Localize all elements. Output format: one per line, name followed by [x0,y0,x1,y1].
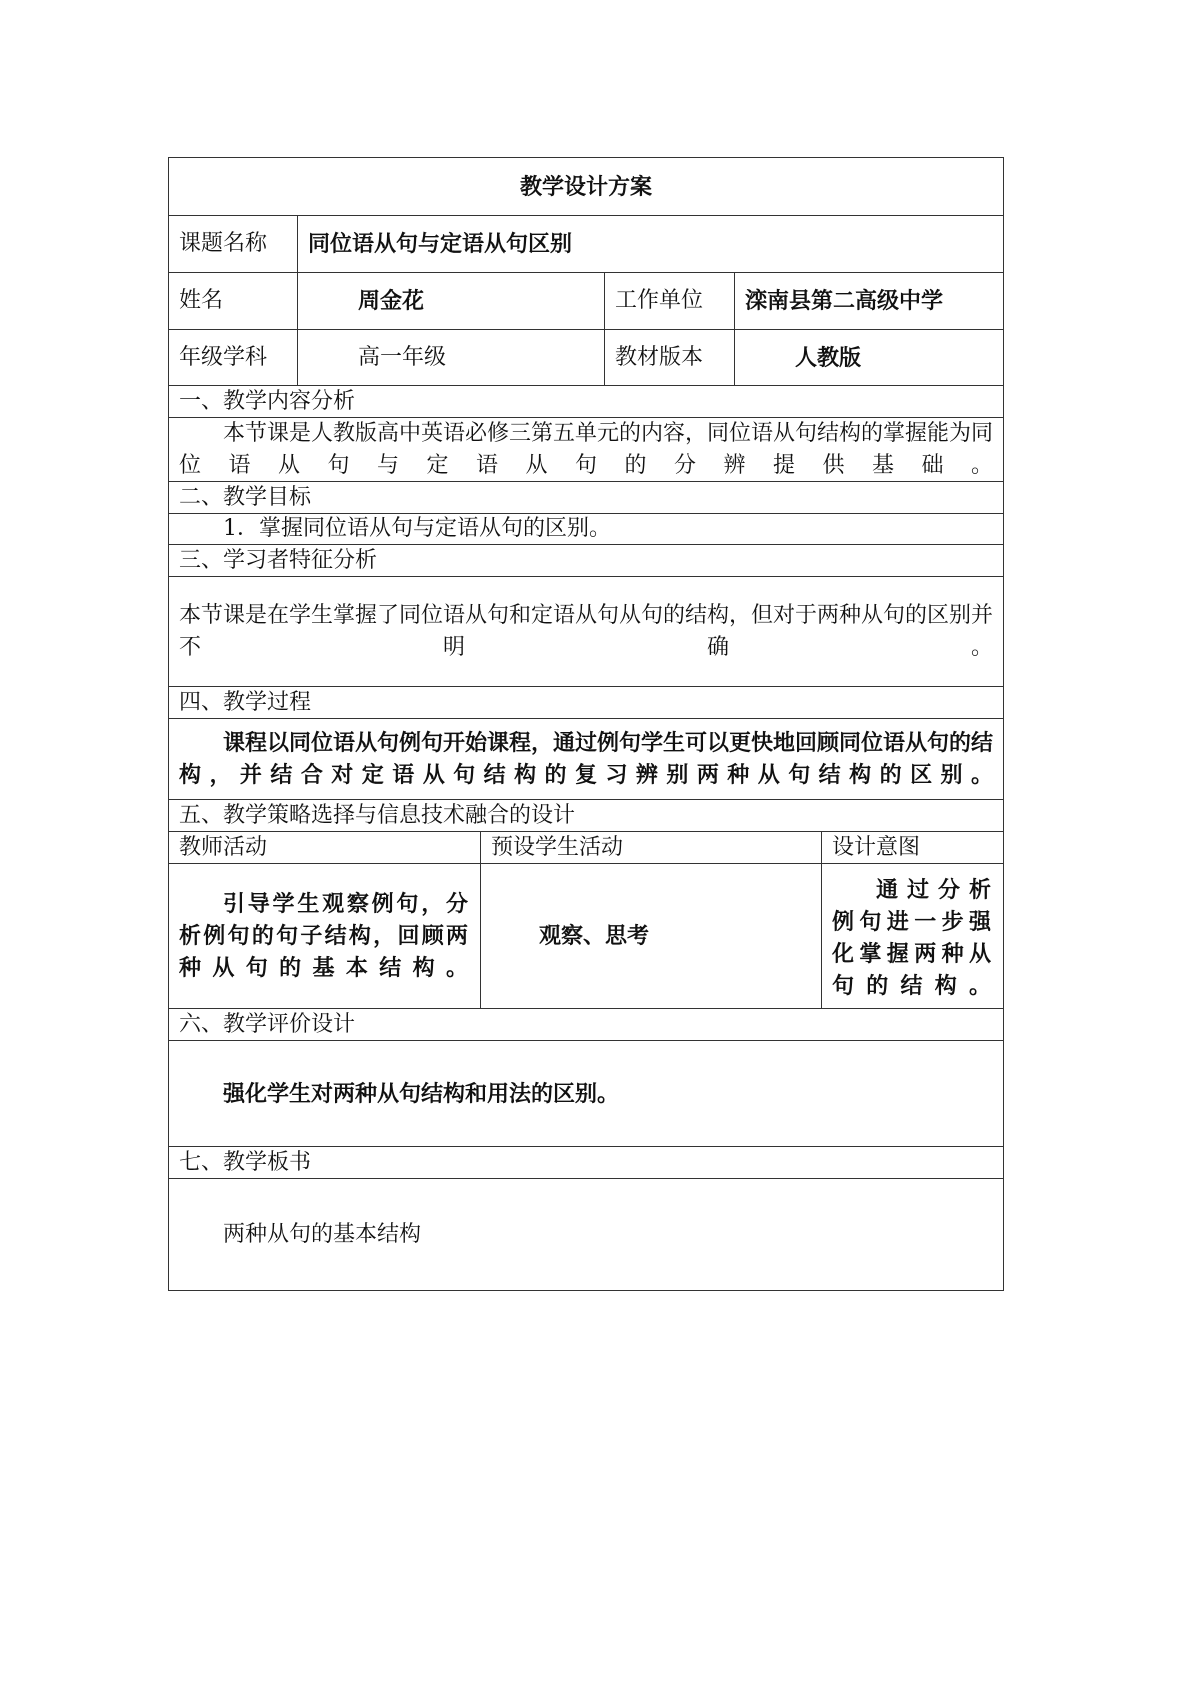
edition-label: 教材版本 [604,329,735,386]
unit-label: 工作单位 [604,272,735,330]
teacher-activity-text: 引导学生观察例句，分析例句的句子结构，回顾两种从句的基本结构。 [179,891,470,981]
section1-body-row [168,417,1004,482]
section7-heading: 七、教学板书 [168,1146,1004,1179]
section2-body-row [168,513,1004,545]
section4-heading-row [168,686,1004,719]
edition-value: 人教版 [734,329,1004,386]
section1-heading-row [168,385,1004,418]
col-design-intent: 设计意图 [821,831,1004,864]
title-row [168,157,1004,216]
name-label: 姓名 [168,272,298,330]
topic-label: 课题名称 [168,215,298,273]
section3-heading: 三、学习者特征分析 [168,544,1004,577]
design-intent-text: 通过分析例句进一步强化掌握两种从句的结构。 [832,877,993,999]
unit-value: 滦南县第二高级中学 [734,272,1004,330]
topic-value: 同位语从句与定语从句区别 [297,215,1004,273]
strategy-header-row [168,831,1004,864]
section2-body: 1．掌握同位语从句与定语从句的区别。 [168,513,1004,545]
section4-body: 课程以同位语从句例句开始课程，通过例句学生可以更快地回顾同位语从句的结构，并结合对定语从句结构的复习辨别两种从句结构的区别。 [179,730,994,788]
name-row [168,272,1004,330]
section3-body-row [168,576,1004,687]
grade-label: 年级学科 [168,329,298,386]
topic-row [168,215,1004,273]
name-value: 周金花 [297,272,605,330]
section7-body-row [168,1178,1004,1291]
section2-heading: 二、教学目标 [168,481,1004,514]
section4-body-row [168,718,1004,800]
student-activity-cell [480,863,822,1009]
page-title: 教学设计方案 [168,157,1004,216]
section6-body-row [168,1040,1004,1147]
strategy-body-row [168,863,1004,1009]
section1-body: 本节课是人教版高中英语必修三第五单元的内容，同位语从句结构的掌握能为同位语从句与定语从句的分辨提供基础。 [168,417,1004,482]
section3-body-cell [168,576,1004,687]
section6-heading: 六、教学评价设计 [168,1008,1004,1041]
section5-heading-row [168,799,1004,832]
section4-heading: 四、教学过程 [168,686,1004,719]
section4-body-cell [168,718,1004,800]
section2-heading-row [168,481,1004,514]
grade-value: 高一年级 [297,329,605,386]
col-teacher-activity: 教师活动 [168,831,481,864]
section1-heading: 一、教学内容分析 [168,385,1004,418]
section3-heading-row [168,544,1004,577]
teacher-activity-cell [168,863,481,1009]
grade-row [168,329,1004,386]
section6-heading-row [168,1008,1004,1041]
section5-heading: 五、教学策略选择与信息技术融合的设计 [168,799,1004,832]
section6-body: 强化学生对两种从句结构和用法的区别。 [168,1040,1004,1147]
section7-body: 两种从句的基本结构 [168,1178,1004,1291]
design-intent-cell [821,863,1004,1009]
section7-heading-row [168,1146,1004,1179]
student-activity-text: 观察、思考 [539,923,650,949]
section3-body: 本节课是在学生掌握了同位语从句和定语从句从句的结构，但对于两种从句的区别并不明确。 [179,602,994,660]
col-student-activity: 预设学生活动 [480,831,822,864]
